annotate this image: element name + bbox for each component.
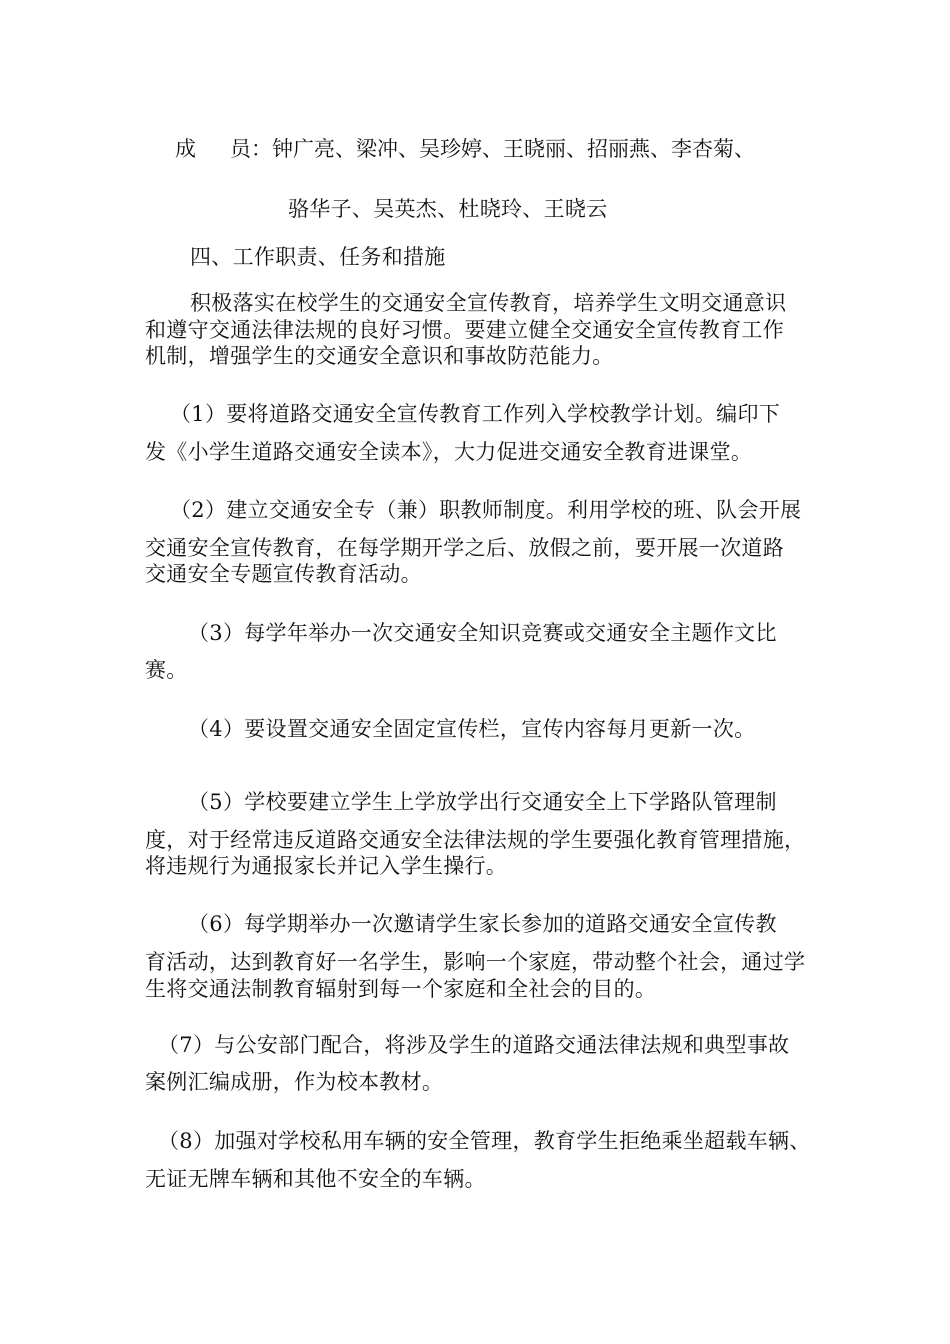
item-3-line-1: （3）每学年举办一次交通安全知识竞赛或交通安全主题作文比 <box>188 621 777 645</box>
item-6-line-1: （6）每学期举办一次邀请学生家长参加的道路交通安全宣传教 <box>188 912 777 936</box>
item-5-line-2: 度，对于经常违反道路交通安全法律法规的学生要强化教育管理措施， <box>145 828 806 852</box>
item-4-line-1: （4）要设置交通安全固定宣传栏，宣传内容每月更新一次。 <box>188 717 756 741</box>
members-label <box>175 135 755 163</box>
item-2-line-3: 交通安全专题宣传教育活动。 <box>145 562 422 586</box>
item-1-line-2: 发《小学生道路交通安全读本》，大力促进交通安全教育进课堂。 <box>145 440 753 464</box>
item-2-line-2: 交通安全宣传教育，在每学期开学之后、放假之前，要开展一次道路 <box>145 536 784 560</box>
item-6-line-2: 育活动，达到教育好一名学生，影响一个家庭，带动整个社会，通过学 <box>145 950 806 974</box>
section-heading: 四、工作职责、任务和措施 <box>190 245 446 269</box>
item-5-line-1: （5）学校要建立学生上学放学出行交通安全上下学路队管理制 <box>188 790 777 814</box>
item-2-line-1: （2）建立交通安全专（兼）职教师制度。利用学校的班、队会开展 <box>170 498 802 522</box>
item-5-line-3: 将违规行为通报家长并记入学生操行。 <box>145 854 508 878</box>
members-label-char1: 成 <box>175 137 196 161</box>
item-8-line-2: 无证无牌车辆和其他不安全的车辆。 <box>145 1167 486 1191</box>
intro-line-1: 积极落实在校学生的交通安全宣传教育，培养学生文明交通意识 <box>190 291 787 315</box>
item-7-line-1: （7）与公安部门配合，将涉及学生的道路交通法律法规和典型事故 <box>158 1033 790 1057</box>
item-7-line-2: 案例汇编成册，作为校本教材。 <box>145 1070 444 1094</box>
item-3-line-2: 赛。 <box>145 658 188 682</box>
members-names-line2: 骆华子、吴英杰、杜晓玲、王晓云 <box>288 197 608 221</box>
members-names-line1: 钟广亮、梁冲、吴珍婷、王晓丽、招丽燕、李杏菊、 <box>272 137 755 161</box>
item-6-line-3: 生将交通法制教育辐射到每一个家庭和全社会的目的。 <box>145 977 657 1001</box>
intro-line-3: 机制，增强学生的交通安全意识和事故防范能力。 <box>145 344 614 368</box>
intro-line-2: 和遵守交通法律法规的良好习惯。要建立健全交通安全宣传教育工作 <box>145 318 784 342</box>
item-1-line-1: （1）要将道路交通安全宣传教育工作列入学校教学计划。编印下 <box>170 402 781 426</box>
item-8-line-1: （8）加强对学校私用车辆的安全管理，教育学生拒绝乘坐超载车辆、 <box>158 1129 811 1153</box>
members-label-char2: 员： <box>230 137 272 161</box>
